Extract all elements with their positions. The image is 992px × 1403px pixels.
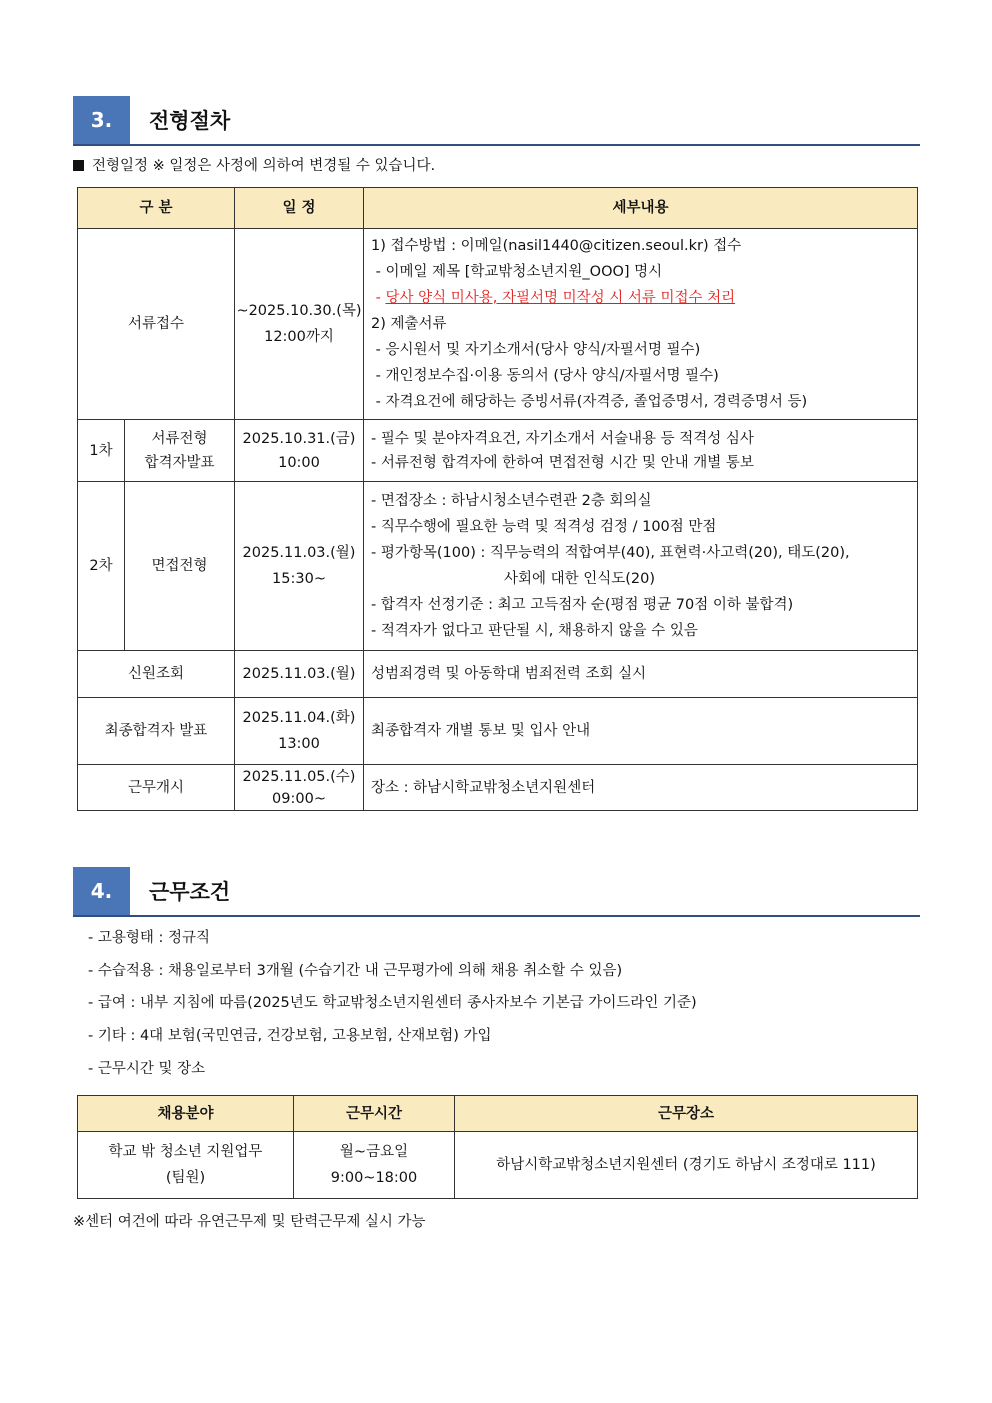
- row-date: 2025.11.03.(월) 15:30~: [235, 482, 364, 651]
- row-date: 2025.10.31.(금) 10:00: [235, 420, 364, 482]
- condition-item: - 기타 : 4대 보험(국민연금, 건강보험, 고용보험, 산재보험) 가입: [88, 1028, 492, 1044]
- field-cell: 학교 밖 청소년 지원업무 (팀원): [78, 1132, 294, 1199]
- condition-item: - 급여 : 내부 지침에 따름(2025년도 학교밖청소년지원센터 종사자보수 기본급 가이드라인 기준): [88, 995, 697, 1011]
- schedule-note-text: 전형일정 ※ 일정은 사정에 의하여 변경될 수 있습니다.: [92, 158, 436, 174]
- row-label: 신원조회: [78, 651, 235, 698]
- row-details: 장소 : 하남시학교밖청소년지원센터: [364, 765, 918, 811]
- condition-item: - 수습적용 : 채용일로부터 3개월 (수습기간 내 근무평가에 의해 채용 취소할 수 있음): [88, 963, 623, 979]
- table-row: [78, 229, 918, 420]
- row-date: ~2025.10.30.(목) 12:00까지: [235, 229, 364, 420]
- section-3-title: 전형절차: [149, 109, 231, 133]
- row-label: 면접전형: [125, 482, 235, 651]
- table-row: [78, 420, 918, 482]
- row-label: 서류전형 합격자발표: [125, 420, 235, 482]
- row-date: 2025.11.05.(수) 09:00~: [235, 765, 364, 811]
- row-details: - 면접장소 : 하남시청소년수련관 2층 회의실 - 직무수행에 필요한 능력 및 적격성 검정 / 100점 만점 - 평가항목(100) : 직무능력의 적합여부(40), 표현력·사고력(20), 태도(20), 사회에 대한 인식도(20) - 합격자 선정기준 : 최고 고득점자 순(평점 평균 70점 이하 불합격) - 적격자가 없다고 판단될 시, 채용하지 않을 수 있음: [364, 482, 918, 651]
- row-details: - 필수 및 분야자격요건, 자기소개서 서술내용 등 적격성 심사 - 서류전형 합격자에 한하여 면접전형 시간 및 안내 개별 통보: [364, 420, 918, 482]
- section-4-number: 4.: [73, 867, 130, 915]
- row-details: 최종합격자 개별 통보 및 입사 안내: [364, 698, 918, 765]
- row-details: 1) 접수방법 : 이메일(nasil1440@citizen.seoul.kr) 접수 - 이메일 제목 [학교밖청소년지원_OOO] 명시 - 당사 양식 미사용, 자필서명 미작성 시 서류 미접수 처리 2) 제출서류 - 응시원서 및 자기소개서(당사 양식/자필서명 필수) - 개인정보수집·이용 동의서 (당사 양식/자필서명 필수) - 자격요건에 해당하는 증빙서류(자격증, 졸업증명서, 경력증명서 등): [364, 229, 918, 420]
- header-details: 세부내용: [364, 188, 918, 229]
- schedule-note: [73, 156, 435, 176]
- header-field: 채용분야: [78, 1096, 294, 1132]
- table-row: [78, 651, 918, 698]
- section-4-title: 근무조건: [149, 880, 231, 904]
- schedule-table: [77, 187, 918, 811]
- section-3-number: 3.: [73, 96, 130, 144]
- header-category: 구 분: [78, 188, 235, 229]
- row-label: 서류접수: [78, 229, 235, 420]
- work-conditions-table: [77, 1095, 918, 1199]
- row-label: 근무개시: [78, 765, 235, 811]
- section-4-header: [73, 867, 920, 917]
- place-cell: 하남시학교밖청소년지원센터 (경기도 하남시 조정대로 111): [455, 1132, 918, 1199]
- row-date: 2025.11.04.(화) 13:00: [235, 698, 364, 765]
- condition-item: - 고용형태 : 정규직: [88, 930, 210, 946]
- row-label: 최종합격자 발표: [78, 698, 235, 765]
- row-details: 성범죄경력 및 아동학대 범죄전력 조회 실시: [364, 651, 918, 698]
- table-row: [78, 1132, 918, 1199]
- table-row: [78, 698, 918, 765]
- condition-item: - 근무시간 및 장소: [88, 1061, 206, 1077]
- hours-cell: 월~금요일 9:00~18:00: [294, 1132, 455, 1199]
- row-stage: 1차: [78, 420, 125, 482]
- header-place: 근무장소: [455, 1096, 918, 1132]
- row-stage: 2차: [78, 482, 125, 651]
- warning-text: 당사 양식 미사용, 자필서명 미작성 시 서류 미접수 처리: [385, 290, 736, 306]
- table-row: [78, 765, 918, 811]
- header-date: 일 정: [235, 188, 364, 229]
- square-bullet-icon: [73, 160, 84, 171]
- row-date: 2025.11.03.(월): [235, 651, 364, 698]
- header-hours: 근무시간: [294, 1096, 455, 1132]
- section-3-header: [73, 96, 920, 146]
- footnote: ※센터 여건에 따라 유연근무제 및 탄력근무제 실시 가능: [73, 1214, 426, 1230]
- table-row: [78, 482, 918, 651]
